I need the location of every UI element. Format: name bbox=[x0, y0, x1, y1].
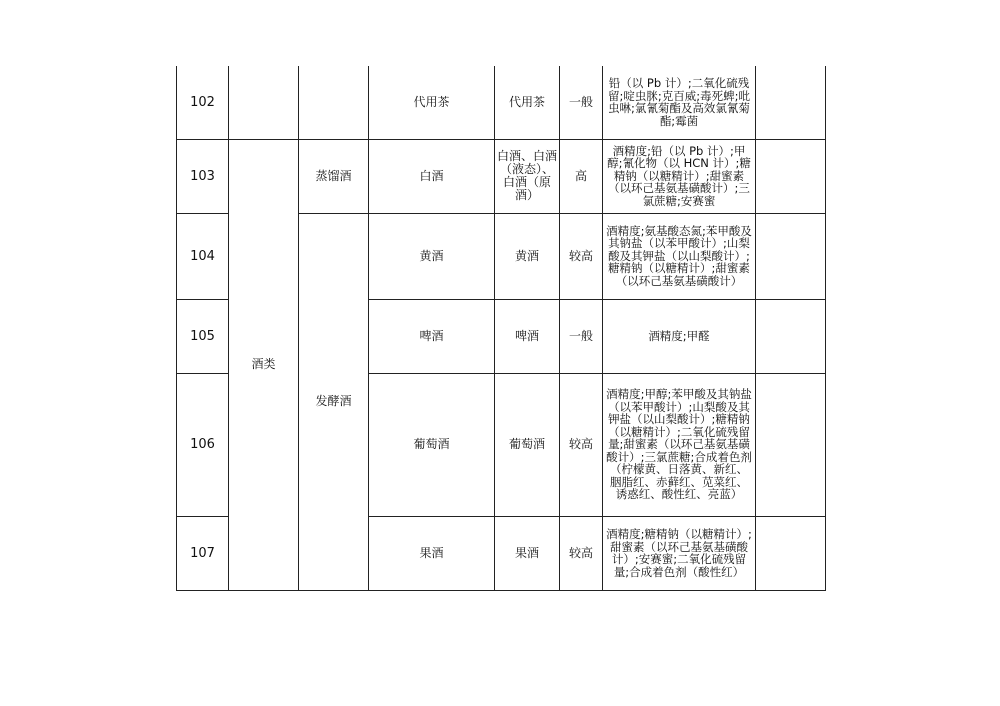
subcategory-group-cell-continued bbox=[299, 66, 369, 139]
subcategory-group-cell: 蒸馏酒 bbox=[299, 139, 369, 213]
variety-cell: 葡萄酒 bbox=[495, 373, 560, 516]
table-row bbox=[177, 66, 826, 139]
subcategory-cell: 葡萄酒 bbox=[369, 373, 495, 516]
subcategory-cell: 啤酒 bbox=[369, 299, 495, 373]
inspection-items-cell: 酒精度;氨基酸态氮;苯甲酸及其钠盐（以苯甲酸计）;山梨酸及其钾盐（以山梨酸计）;糖精钠（以糖精计）;甜蜜素（以环己基氨基磺酸计） bbox=[603, 213, 756, 299]
variety-cell: 啤酒 bbox=[495, 299, 560, 373]
table-row bbox=[177, 139, 826, 213]
subcategory-cell: 代用茶 bbox=[369, 66, 495, 139]
row-number: 105 bbox=[177, 299, 229, 373]
notes-cell bbox=[756, 213, 826, 299]
notes-cell bbox=[756, 516, 826, 590]
food-inspection-table bbox=[176, 66, 826, 591]
risk-level-cell: 较高 bbox=[560, 516, 603, 590]
notes-cell bbox=[756, 373, 826, 516]
subcategory-cell: 果酒 bbox=[369, 516, 495, 590]
inspection-items-cell: 铅（以 Pb 计）;二氧化硫残留;啶虫脒;克百威;毒死蜱;吡虫啉;氯氰菊酯及高效氯氰菊酯;霉菌 bbox=[603, 66, 756, 139]
risk-level-cell: 一般 bbox=[560, 299, 603, 373]
inspection-items-cell: 酒精度;甲醇;苯甲酸及其钠盐（以苯甲酸计）;山梨酸及其钾盐（以山梨酸计）;糖精钠（以糖精计）;二氧化硫残留量;甜蜜素（以环己基氨基磺酸计）;三氯蔗糖;合成着色剂（柠檬黄、日落黄、新红、胭脂红、赤藓红、苋菜红、诱惑红、酸性红、亮蓝） bbox=[603, 373, 756, 516]
notes-cell bbox=[756, 66, 826, 139]
inspection-items-cell: 酒精度;糖精钠（以糖精计）;甜蜜素（以环己基氨基磺酸计）;安赛蜜;二氧化硫残留量;合成着色剂（酸性红） bbox=[603, 516, 756, 590]
row-number: 107 bbox=[177, 516, 229, 590]
category-cell: 酒类 bbox=[229, 139, 299, 590]
row-number: 106 bbox=[177, 373, 229, 516]
risk-level-cell: 高 bbox=[560, 139, 603, 213]
row-number: 104 bbox=[177, 213, 229, 299]
risk-level-cell: 一般 bbox=[560, 66, 603, 139]
risk-level-cell: 较高 bbox=[560, 373, 603, 516]
category-cell-continued bbox=[229, 66, 299, 139]
inspection-items-cell: 酒精度;铅（以 Pb 计）;甲醇;氰化物（以 HCN 计）;糖精钠（以糖精计）;甜蜜素（以环己基氨基磺酸计）;三氯蔗糖;安赛蜜 bbox=[603, 139, 756, 213]
variety-cell: 代用茶 bbox=[495, 66, 560, 139]
variety-cell: 白酒、白酒（液态）、白酒（原酒） bbox=[495, 139, 560, 213]
variety-cell: 果酒 bbox=[495, 516, 560, 590]
risk-level-cell: 较高 bbox=[560, 213, 603, 299]
notes-cell bbox=[756, 299, 826, 373]
subcategory-cell: 白酒 bbox=[369, 139, 495, 213]
subcategory-cell: 黄酒 bbox=[369, 213, 495, 299]
variety-cell: 黄酒 bbox=[495, 213, 560, 299]
row-number: 103 bbox=[177, 139, 229, 213]
row-number: 102 bbox=[177, 66, 229, 139]
subcategory-group-cell: 发酵酒 bbox=[299, 213, 369, 590]
notes-cell bbox=[756, 139, 826, 213]
inspection-items-cell: 酒精度;甲醛 bbox=[603, 299, 756, 373]
